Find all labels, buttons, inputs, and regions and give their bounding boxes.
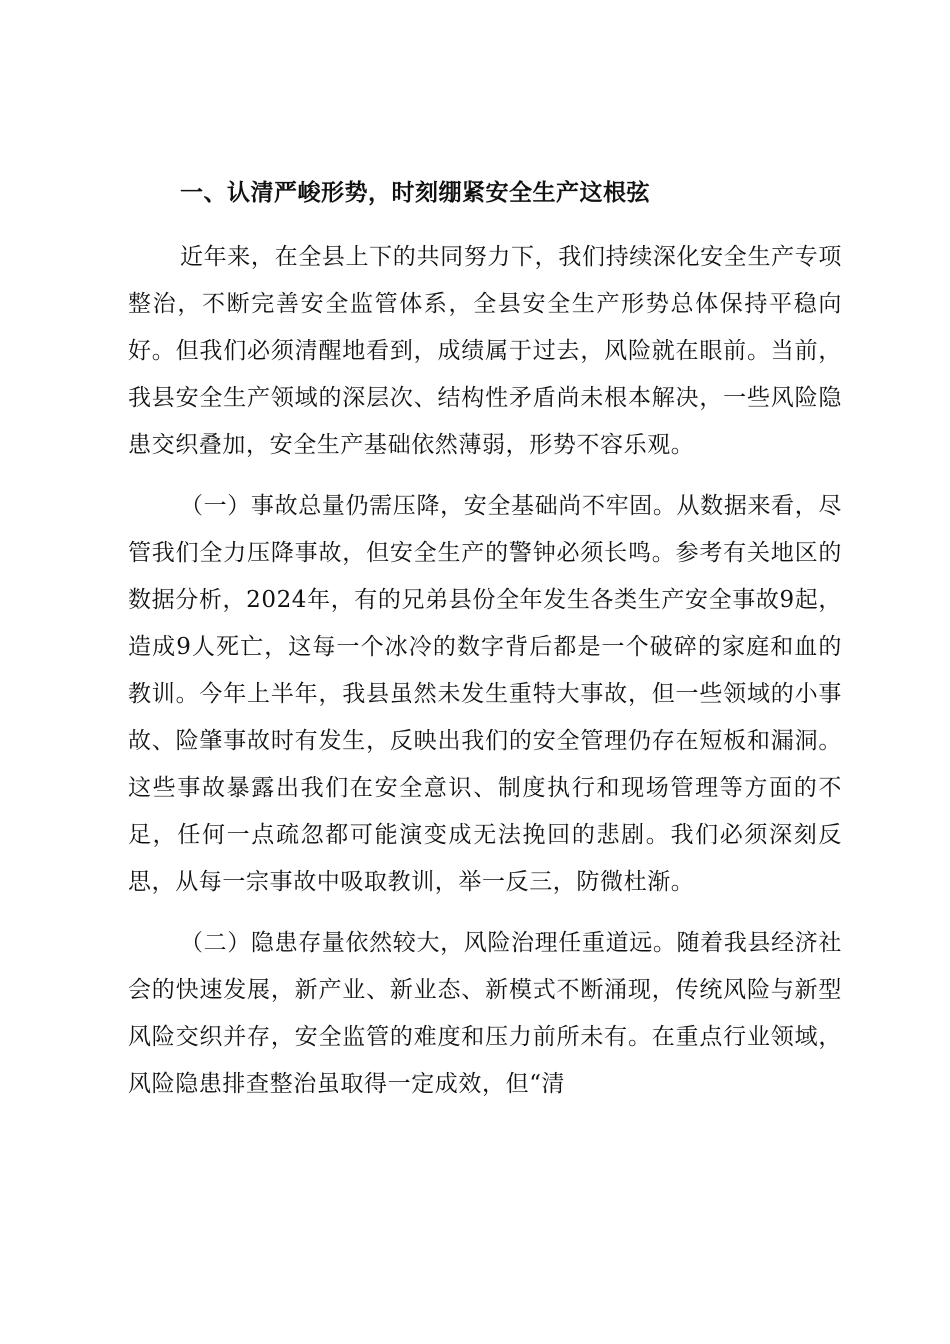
paragraph-text: 随着我县经济社会的快速发展，新产业、新业态、新模式不断涌现，传统风险与新型风险交织并存，安全监管的难度和压力前所未有。在重点行业领域，风险隐患排查整治虽取得一定成效，但“清 [128, 930, 842, 1097]
document-body [128, 170, 842, 1122]
paragraph-hidden-dangers [128, 920, 842, 1108]
paragraph-overview [128, 234, 842, 469]
paragraph-accident-total [128, 483, 842, 906]
paragraph-text: 近年来，在全县上下的共同努力下，我们持续深化安全生产专项整治，不断完善安全监管体系，全县安全生产形势总体保持平稳向好。但我们必须清醒地看到，成绩属于过去，风险就在眼前。当前，我县安全生产领域的深层次、结构性矛盾尚未根本解决，一些风险隐患交织叠加，安全生产基础依然薄弱，形势不容乐观。 [128, 244, 842, 458]
paragraph-text: 从数据来看，尽管我们全力压降事故，但安全生产的警钟必须长鸣。参考有关地区的数据分析，2024年，有的兄弟县份全年发生各类生产安全事故9起，造成9人死亡，这每一个冰冷的数字背后都是一个破碎的家庭和血的教训。今年上半年，我县虽然未发生重特大事故，但一些领域的小事故、险肇事故时有发生，反映出我们的安全管理仍存在短板和漏洞。这些事故暴露出我们在安全意识、制度执行和现场管理等方面的不足，任何一点疏忽都可能演变成无法挽回的悲剧。我们必须深刻反思，从每一宗事故中吸取教训，举一反三，防微杜渐。 [128, 493, 842, 895]
subsection-heading-1: （一）事故总量仍需压降，安全基础尚不牢固。 [180, 493, 677, 519]
subsection-heading-2: （二）隐患存量依然较大，风险治理任重道远。 [180, 930, 677, 956]
section-heading: 一、认清严峻形势，时刻绷紧安全生产这根弦 [180, 180, 650, 206]
